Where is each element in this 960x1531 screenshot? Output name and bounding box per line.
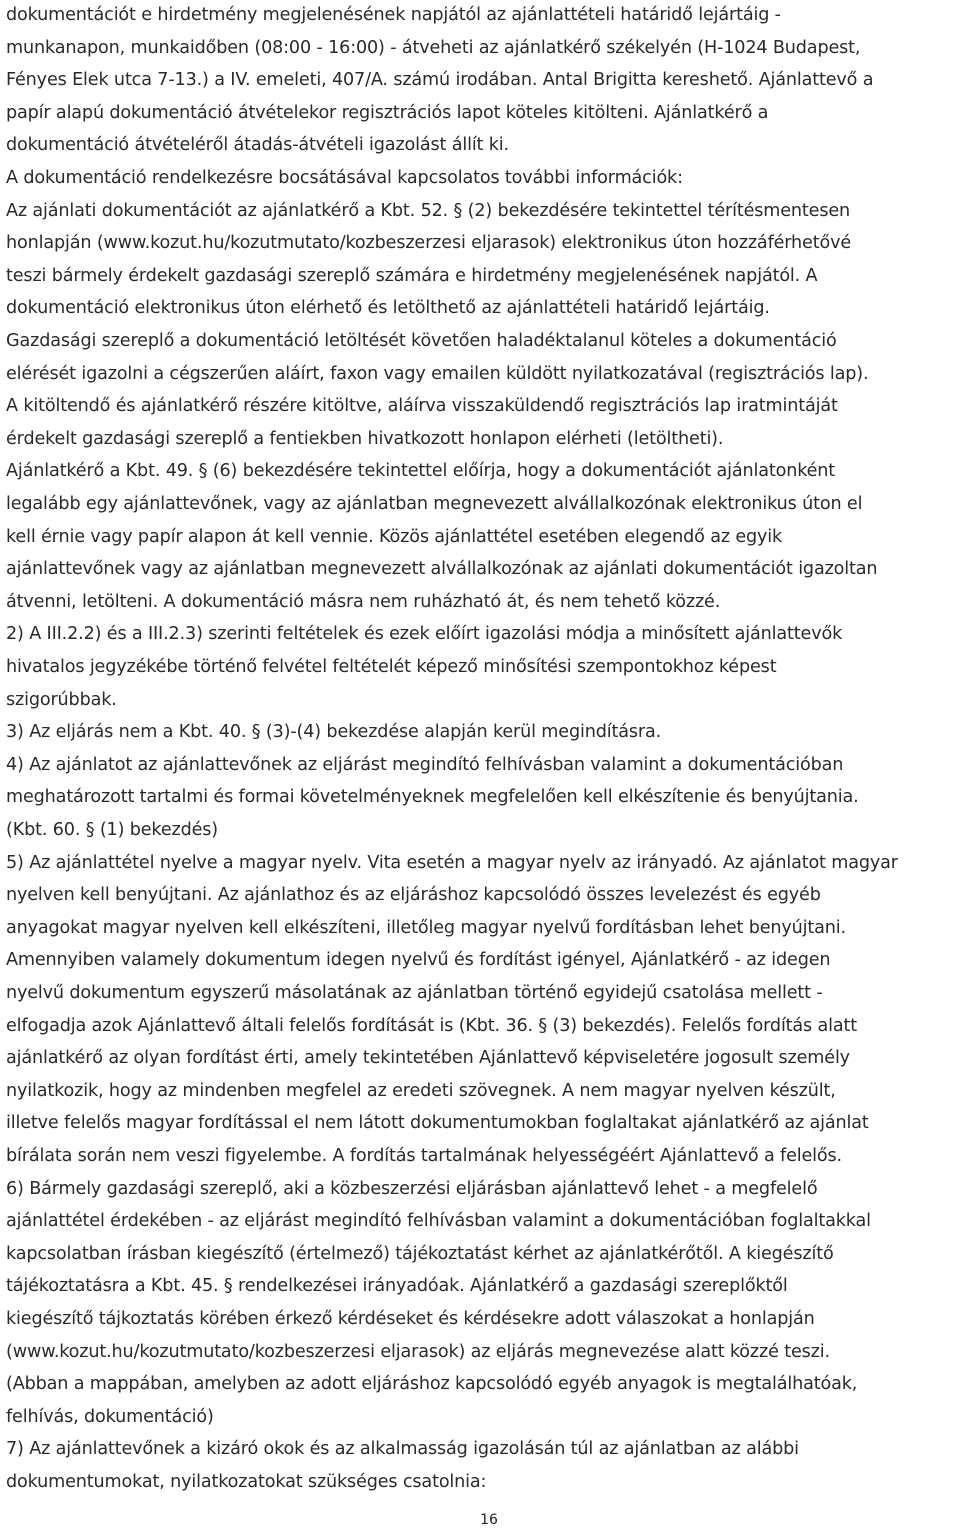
text-line: Gazdasági szereplő a dokumentáció letöltését követően haladéktalanul köteles a dokumentáció	[6, 331, 837, 351]
text-line: meghatározott tartalmi és formai követelményeknek megfelelően kell elkészítenie és benyújtania.	[6, 787, 859, 808]
text-line: dokumentáció elektronikus úton elérhető és letölthető az ajánlattételi határidő lejártáig.	[6, 298, 770, 319]
text-line: bírálata során nem veszi figyelembe. A fordítás tartalmának helyességéért Ajánlattevő a felelős.	[6, 1146, 842, 1166]
text-line: átvenni, letölteni. A dokumentáció másra nem ruházható át, és nem tehető közzé.	[6, 591, 721, 612]
text-line: 4) Az ajánlatot az ajánlattevőnek az eljárást megindító felhívásban valamint a dokumentációban	[6, 754, 844, 775]
text-line: ajánlattétel érdekében - az eljárást megindító felhívásban valamint a dokumentációban foglaltakkal	[6, 1211, 871, 1232]
text-line: tájékoztatásra a Kbt. 45. § rendelkezései irányadóak. Ajánlatkérő a gazdasági szereplőktől	[6, 1276, 788, 1297]
text-line: dokumentáció átvételéről átadás-átvételi igazolást állít ki.	[6, 135, 509, 156]
text-line: teszi bármely érdekelt gazdasági szereplő számára e hirdetmény megjelenésének napjától. A	[6, 265, 818, 286]
text-line: A dokumentáció rendelkezésre bocsátásával kapcsolatos további információk:	[6, 168, 683, 188]
text-line: érdekelt gazdasági szereplő a fentiekben hivatkozott honlapon elérheti (letöltheti).	[6, 428, 724, 449]
text-line: (www.kozut.hu/kozutmutato/kozbeszerzesi eljarasok) az eljárás megnevezése alatt közzé teszi.	[6, 1341, 830, 1362]
text-line: A kitöltendő és ajánlatkérő részére kitöltve, aláírva visszaküldendő regisztrációs lap iratmintáját	[6, 396, 838, 417]
text-line: 2) A III.2.2) és a III.2.3) szerinti feltételek és ezek előírt igazolási módja a minősített ajánlattevők	[6, 624, 843, 645]
text-line: ajánlatkérő az olyan fordítást érti, amely tekintetében Ajánlattevő képviseletére jogosult személy	[6, 1048, 850, 1069]
text-line: honlapján (www.kozut.hu/kozutmutato/kozbeszerzesi eljarasok) elektronikus úton hozzáférhetővé	[6, 233, 852, 254]
text-line: illetve felelős magyar fordítással el nem látott dokumentumokban foglaltakat ajánlatkérő az ajánlat	[6, 1113, 869, 1134]
text-line: (Kbt. 60. § (1) bekezdés)	[6, 820, 219, 840]
text-line: 6) Bármely gazdasági szereplő, aki a közbeszerzési eljárásban ajánlattevő lehet - a megfelelő	[6, 1178, 818, 1199]
text-line: nyelvű dokumentum egyszerű másolatának az ajánlatban történő egyidejű csatolása mellett -	[6, 983, 823, 1003]
text-line: kell érnie vagy papír alapon át kell vennie. Közös ajánlattétel esetében elegendő az egyik	[6, 526, 783, 547]
text-line: kiegészítő tájkoztatás körében érkező kérdéseket és kérdésekre adott válaszokat a honlapján	[6, 1309, 815, 1329]
text-line: elfogadja azok Ajánlattevő általi felelős fordítását is (Kbt. 36. § (3) bekezdés). Felelős fordítás alatt	[6, 1015, 858, 1036]
text-line: ajánlattevőnek vagy az ajánlatban megnevezett alvállalkozónak az ajánlati dokumentációt igazoltan	[6, 559, 878, 580]
text-line: nyelven kell benyújtani. Az ajánlathoz és az eljáráshoz kapcsolódó összes levelezést és egyéb	[6, 885, 821, 906]
page-number: 16	[480, 1512, 498, 1528]
text-line: dokumentációt e hirdetmény megjelenésének napjától az ajánlattételi határidő lejártáig -	[6, 5, 781, 25]
text-line: szigorúbbak.	[6, 689, 117, 710]
text-line: (Abban a mappában, amelyben az adott eljáráshoz kapcsolódó egyéb anyagok is megtalálhatóak,	[6, 1374, 858, 1395]
text-line: 3) Az eljárás nem a Kbt. 40. § (3)-(4) bekezdése alapján kerül megindításra.	[6, 722, 662, 743]
text-line: legalább egy ajánlattevőnek, vagy az ajánlatban megnevezett alvállalkozónak elektronikus úton el	[6, 494, 863, 514]
text-line: 7) Az ajánlattevőnek a kizáró okok és az alkalmasság igazolásán túl az ajánlatban az alábbi	[6, 1439, 799, 1460]
text-line: elérését igazolni a cégszerűen aláírt, faxon vagy emailen küldött nyilatkozatával (regisztrációs lap).	[6, 363, 869, 384]
text-line: Ajánlatkérő a Kbt. 49. § (6) bekezdésére tekintettel előírja, hogy a dokumentációt ajánlatonként	[6, 461, 836, 482]
text-line: kapcsolatban írásban kiegészítő (értelmező) tájékoztatást kérhet az ajánlatkérőtől. A kiegészítő	[6, 1243, 834, 1264]
text-line: Fényes Elek utca 7-13.) a IV. emeleti, 407/A. számú irodában. Antal Brigitta kereshető. Ajánlattevő a	[6, 70, 874, 91]
text-line: dokumentumokat, nyilatkozatokat szükséges csatolnia:	[6, 1472, 487, 1492]
text-line: Amennyiben valamely dokumentum idegen nyelvű és fordítást igényel, Ajánlatkérő - az idegen	[6, 950, 831, 971]
text-line: munkanapon, munkaidőben (08:00 - 16:00) - átveheti az ajánlatkérő székelyén (H-1024 Budapest,	[6, 37, 861, 58]
text-line: 5) Az ajánlattétel nyelve a magyar nyelv. Vita esetén a magyar nyelv az irányadó. Az ajánlatot magyar	[6, 852, 898, 873]
text-line: nyilatkozik, hogy az mindenben megfelel az eredeti szövegnek. A nem magyar nyelven készült,	[6, 1080, 836, 1101]
text-line: papír alapú dokumentáció átvételekor regisztrációs lapot köteles kitölteni. Ajánlatkérő a	[6, 102, 769, 123]
text-line: felhívás, dokumentáció)	[6, 1406, 214, 1427]
text-line: anyagokat magyar nyelven kell elkészíteni, illetőleg magyar nyelvű fordításban lehet benyújtani.	[6, 917, 846, 938]
text-line: Az ajánlati dokumentációt az ajánlatkérő a Kbt. 52. § (2) bekezdésére tekintettel térítésmentesen	[6, 200, 851, 221]
text-line: hivatalos jegyzékébe történő felvétel feltételét képező minősítési szempontokhoz képest	[6, 657, 777, 677]
